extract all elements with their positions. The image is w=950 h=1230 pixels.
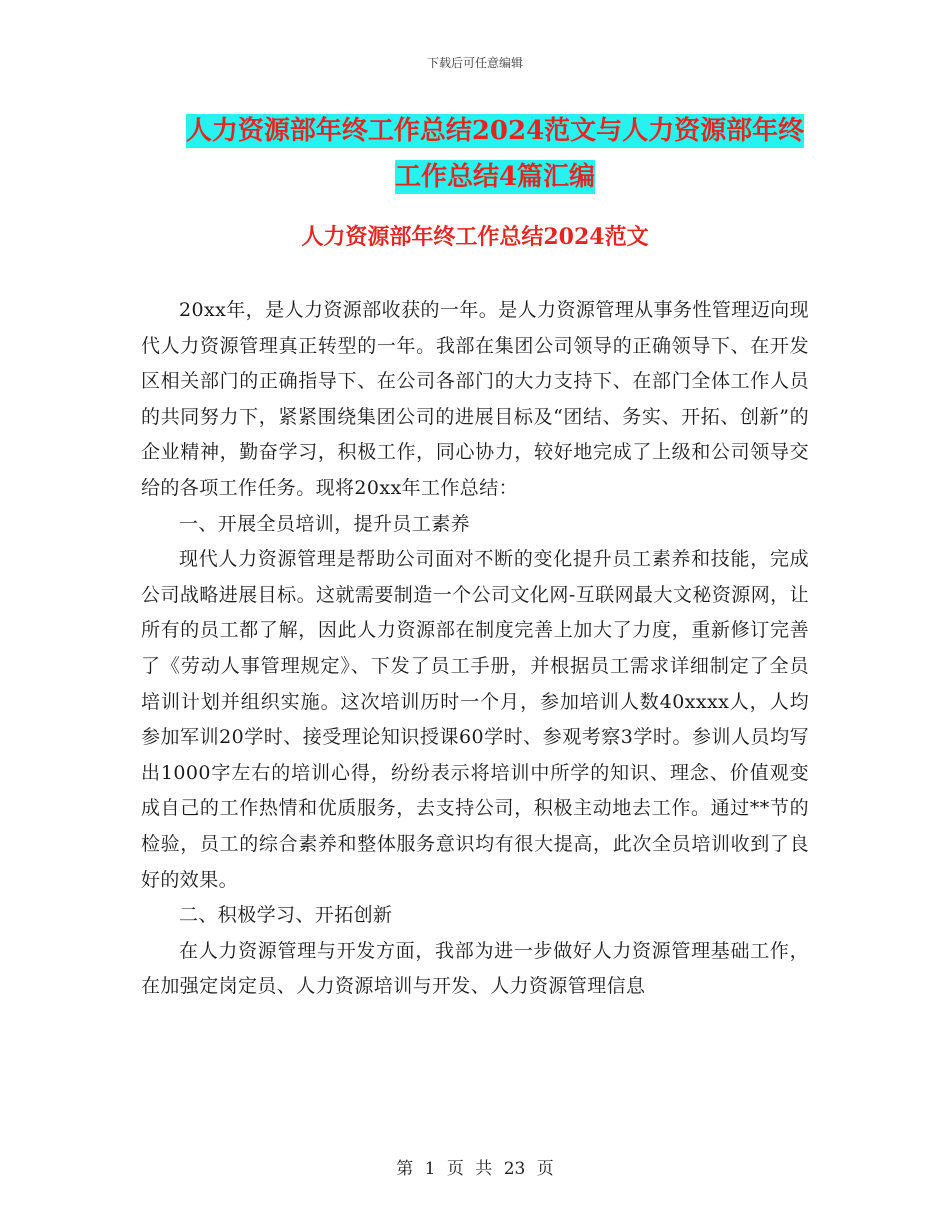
section-title: 人力资源部年终工作总结2024范文 <box>301 224 649 250</box>
paragraph-intro: 20xx年，是人力资源部收获的一年。是人力资源管理从事务性管理迈向现代人力资源管理真正转型的一年。我部在集团公司领导的正确领导下、在开发区相关部门的正确指导下、在公司各部门的大力支持下、在部门全体工作人员的共同努力下，紧紧围绕集团公司的进展目标及“团结、务实、开拓、创新”的企业精神，勤奋学习，积极工作，同心协力，较好地完成了上级和公司领导交给的各项工作任务。现将20xx年工作总结： <box>141 299 809 499</box>
page-number: 第 1 页 共 23 页 <box>396 1159 554 1179</box>
body-text <box>141 293 809 1005</box>
paragraph-section-1: 现代人力资源管理是帮助公司面对不断的变化提升员工素养和技能，完成公司战略进展目标。这就需要制造一个公司文化网-互联网最大文秘资源网，让所有的员工都了解，因此人力资源部在制度完善上加大了力度，重新修订完善了《劳动人事管理规定》、下发了员工手册，并根据员工需求详细制定了全员培训计划并组织实施。这次培训历时一个月，参加培训人数40xxxx人，人均参加军训20学时、接受理论知识授课60学时、参观考察3学时。参训人员均写出1000字左右的培训心得，纷纷表示将培训中所学的知识、理念、价值观变成自己的工作热情和优质服务，去支持公司，积极主动地去工作。通过**节的检验，员工的综合素养和整体服务意识均有很大提高，此次全员培训收到了良好的效果。 <box>141 548 809 891</box>
paragraph-section-2: 在人力资源管理与开发方面，我部为进一步做好人力资源管理基础工作，在加强定岗定员、人力资源培训与开发、人力资源管理信息 <box>141 939 809 998</box>
heading-section-1: 一、开展全员培训，提升员工素养 <box>179 512 471 535</box>
heading-section-2: 二、积极学习、开拓创新 <box>179 904 393 927</box>
document-title-line-2: 工作总结4篇汇编 <box>394 162 596 192</box>
document-title <box>140 108 850 200</box>
document-title-line-1: 人力资源部年终工作总结2024范文与人力资源部年终 <box>185 116 805 146</box>
header-note: 下载后可任意编辑 <box>426 56 523 70</box>
